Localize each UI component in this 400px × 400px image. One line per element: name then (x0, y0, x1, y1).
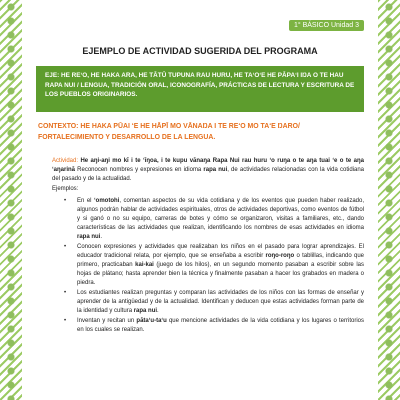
example-text: . (157, 308, 159, 314)
activity-text-1: Reconocen nombres y expresiones en idioma (75, 167, 204, 173)
example-item (64, 243, 364, 288)
example-text: roŋo-roŋo (265, 253, 295, 259)
activity-text-bold: rapa nui (203, 167, 228, 173)
example-text: ʻomotohi (94, 198, 120, 204)
example-text: En el (77, 198, 94, 204)
example-text: rapa nui (133, 308, 158, 314)
example-text: pātaʻu-taʻu (136, 318, 167, 324)
bullet-icon: • (64, 318, 67, 324)
example-text: , comentan aspectos de su vida cotidiana y de los eventos que pueden haber realizado, algunos podrán hablar de actividades espirituales, otros de actividades deportivas, como eventos de fútbol y si ganó o no su equipo, carreras de botes y cómo se organizaron, visitas a familiares, etc., dando características de las actividades que realizan, identificando los nombres de esas actividades en idioma (77, 198, 365, 231)
example-text: Los estudiantes realizan preguntas y comparan las actividades de los niños con las formas de enseñar y aprender de la antigüedad y de la actualidad. Identifican y deducen que estas actividades forman parte de la identidad y cultura (77, 290, 364, 314)
example-text: Inventan y recitan un (77, 318, 137, 324)
eje-banner: EJE: HE REʻO, HE HAKA ARA, HE TĀTŪ TUPUNA RAU HURU, HE TAʻOʻE HE PĀPAʻI IŊA O TE HAU RAPA NUI / LENGUA, TRADICIÓN ORAL, ICONOGRAFÍA, PRÁCTICAS DE LECTURA Y ESCRITURA DE LOS PUEBLOS ORIGINARIOS. (36, 66, 364, 112)
examples-label: Ejemplos: (52, 186, 79, 192)
example-text: que mencione actividades de la vida cotidiana y los lugares o territorios en los cuales se realizan. (77, 318, 365, 333)
example-text: kai-kai (135, 262, 154, 268)
examples-list (64, 197, 364, 336)
example-text: rapa nui (77, 234, 101, 240)
bullet-icon: • (64, 198, 67, 204)
bullet-icon: • (64, 244, 67, 250)
bullet-icon: • (64, 290, 67, 296)
activity-title: He aŋi-aŋi mo kī i te ʻīŋoa, i te kupu vānaŋa Rapa Nui rau huru ʻo ruŋa o te aŋa tuai ʻe o te aŋa ʻaŋarinā (52, 158, 364, 173)
example-text: . (100, 234, 103, 240)
decorative-border-left (0, 0, 22, 400)
example-text: Conocen expresiones y actividades que realizaban los niños en el pasado para lograr aprendizajes. El educador tradicional relata, por ejemplo, que se enseñaba a escribir (77, 244, 364, 259)
example-text: (juego de los hilos), en un segundo momento pasaban a escribir sobre las hojas de plátano; hasta aprender bien la técnica y finalmente pasaban a hacer los grabados en madera o piedra. (77, 262, 365, 286)
example-text: o tablillas, indicando que primero, practicaban (77, 253, 364, 268)
example-item (64, 197, 364, 242)
activity-text-2: , de actividades relacionadas con la vida cotidiana del pasado y de la actualidad. (52, 167, 365, 182)
decorative-border-right (378, 0, 400, 400)
grade-unit-badge: 1° BÁSICO Unidad 3 (289, 20, 364, 31)
contexto-heading: CONTEXTO: HE HAKA PŪAI ʻE HE HĀPĪ MO VĀNAŊA I TE REʻO MO TAʻE ŊARO/ FORTALECIMIENTO Y DESARROLLO DE LA LENGUA. (38, 123, 300, 141)
example-item (64, 317, 364, 335)
example-item (64, 289, 364, 316)
page-title: EJEMPLO DE ACTIVIDAD SUGERIDA DEL PROGRAMA (82, 46, 318, 56)
activity-paragraph (52, 157, 364, 184)
activity-label: Actividad: (52, 158, 79, 164)
